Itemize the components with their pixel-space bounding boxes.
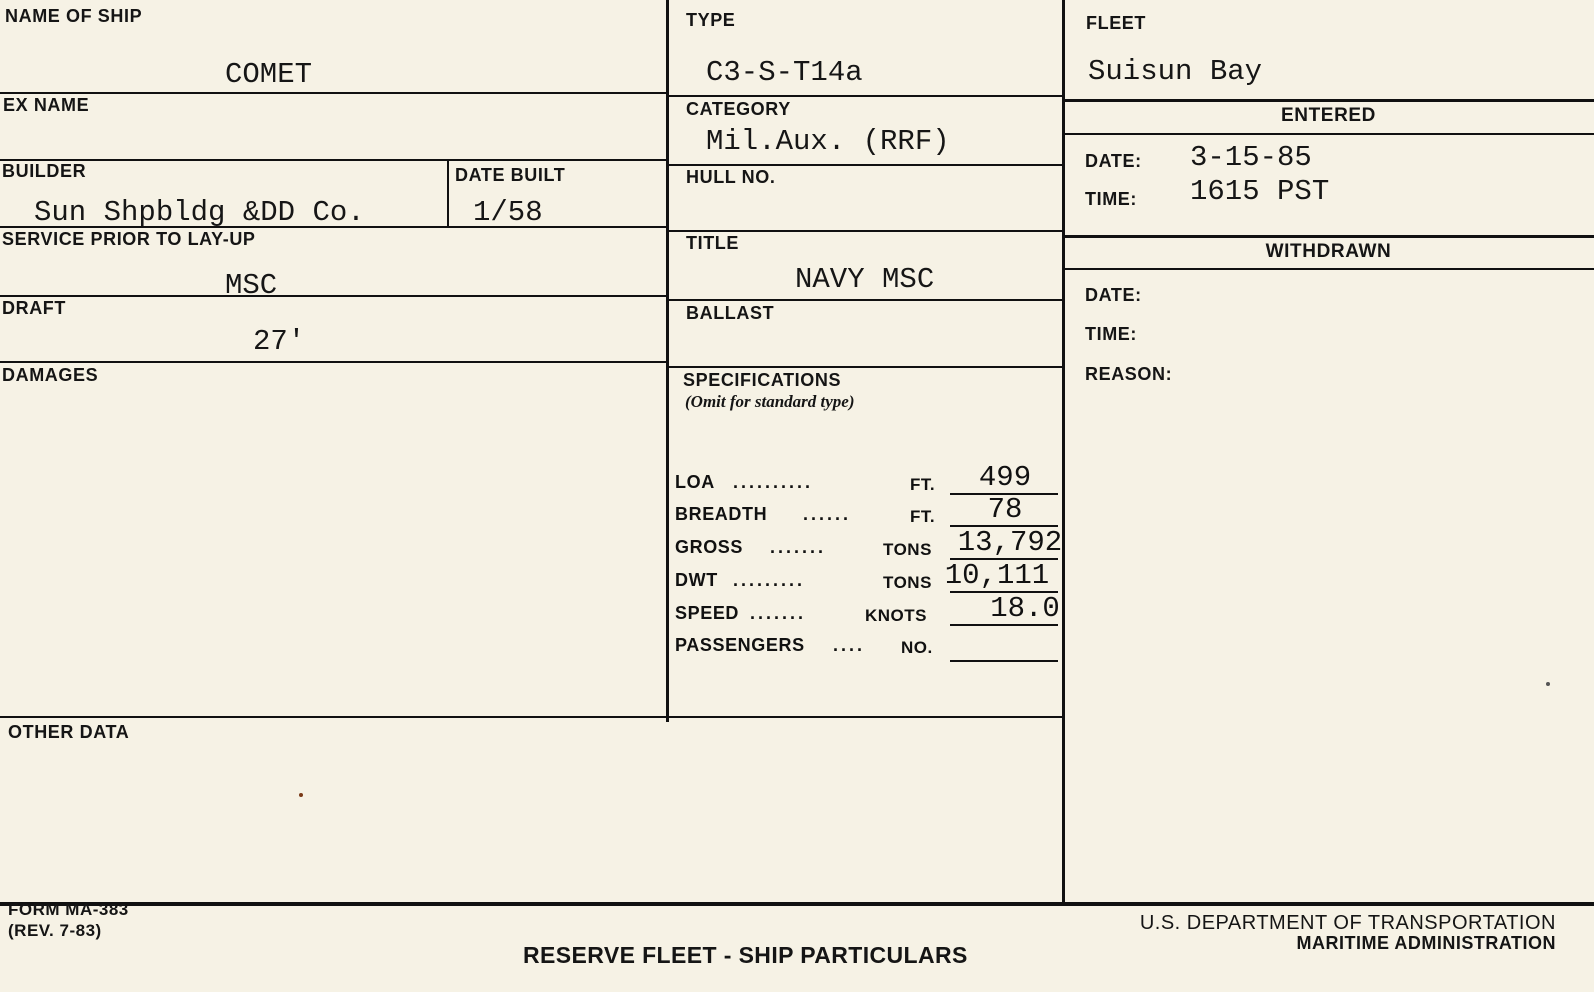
paper-speck: [1546, 682, 1550, 686]
spec-dots: ....: [833, 635, 866, 655]
spec-dots: ..........: [733, 472, 814, 492]
form-prefix: FORM: [8, 900, 66, 919]
category-label: CATEGORY: [686, 99, 791, 119]
ex-name-label: EX NAME: [3, 95, 90, 115]
divider-middle-right: [1062, 0, 1065, 903]
builder-label: BUILDER: [2, 161, 87, 181]
rule-mid-1: [667, 95, 1063, 97]
withdrawn-date-label: DATE:: [1085, 285, 1142, 305]
spec-value: 78: [987, 493, 1023, 526]
rule-mid-4: [667, 299, 1063, 301]
hull-no-label: HULL NO.: [686, 167, 776, 187]
type-label: TYPE: [686, 10, 736, 30]
rule-mid-2: [667, 164, 1063, 166]
withdrawn-header: WITHDRAWN: [1265, 241, 1392, 262]
spec-row-passengers: [675, 628, 1060, 658]
spec-unit: FT.: [910, 507, 936, 526]
category-value: Mil.Aux. (RRF): [706, 125, 950, 158]
rule-right-4: [1063, 268, 1594, 270]
spec-unit: TONS: [883, 540, 932, 559]
paper-speck: [299, 793, 303, 797]
spec-name: LOA: [675, 472, 715, 492]
rule-bottom: [0, 902, 1594, 906]
spec-unit: NO.: [901, 638, 933, 657]
divider-builder-date: [447, 160, 449, 228]
ballast-label: BALLAST: [686, 303, 775, 323]
builder-value: Sun Shpbldg &DD Co.: [34, 196, 365, 229]
rule-left-1: [0, 92, 667, 94]
spec-blank-line: [950, 660, 1058, 662]
administration-name: MARITIME ADMINISTRATION: [1296, 933, 1556, 953]
rule-right-1: [1063, 99, 1594, 102]
spec-dots: .........: [733, 570, 806, 590]
spec-value: 13,792: [957, 526, 1063, 559]
department-name: U.S. DEPARTMENT OF TRANSPORTATION: [1139, 912, 1556, 934]
date-built-label: DATE BUILT: [455, 165, 566, 185]
rule-left-4: [0, 295, 667, 297]
rule-left-2: [0, 159, 667, 161]
spec-name: GROSS: [675, 537, 744, 557]
service-prior-label: SERVICE PRIOR TO LAY-UP: [2, 229, 256, 249]
name-of-ship-label: NAME OF SHIP: [5, 6, 143, 26]
spec-name: SPEED: [675, 603, 740, 623]
rule-right-2: [1063, 133, 1594, 135]
name-of-ship-value: COMET: [225, 58, 313, 91]
entered-header: ENTERED: [1281, 105, 1376, 126]
form-number-value: MA-383: [65, 900, 129, 919]
withdrawn-time-label: TIME:: [1085, 324, 1137, 344]
entered-time-value: 1615 PST: [1190, 175, 1330, 208]
spec-value: 18.0: [990, 592, 1060, 625]
spec-dots: .......: [770, 537, 827, 557]
spec-unit: FT.: [910, 475, 936, 494]
spec-name: PASSENGERS: [675, 635, 805, 655]
fleet-value: Suisun Bay: [1088, 55, 1263, 88]
spec-name: DWT: [675, 570, 718, 590]
withdrawn-reason-label: REASON:: [1085, 364, 1173, 384]
spec-row-gross: [675, 526, 1063, 560]
spec-row-speed: [675, 592, 1060, 626]
specifications-label: SPECIFICATIONS: [683, 370, 842, 390]
other-data-label: OTHER DATA: [8, 722, 130, 742]
spec-unit: KNOTS: [865, 606, 927, 625]
rule-right-3: [1063, 235, 1594, 238]
entered-date-value: 3-15-85: [1190, 141, 1312, 174]
specifications-note: (Omit for standard type): [685, 392, 855, 411]
type-value: C3-S-T14a: [706, 56, 863, 89]
spec-row-loa: [675, 461, 1060, 495]
form-revision: (REV. 7-83): [8, 921, 102, 940]
spec-dots: ......: [803, 504, 852, 524]
spec-value: 499: [978, 461, 1032, 494]
title-value: NAVY MSC: [795, 263, 935, 296]
form-title: RESERVE FLEET - SHIP PARTICULARS: [523, 942, 968, 968]
draft-label: DRAFT: [2, 298, 66, 318]
spec-name: BREADTH: [675, 504, 768, 524]
rule-mid-5: [667, 366, 1063, 368]
spec-row-dwt: [675, 559, 1060, 593]
service-prior-value: MSC: [225, 269, 278, 302]
draft-value: 27': [253, 325, 306, 358]
fleet-label: FLEET: [1086, 13, 1146, 33]
spec-dots: .......: [750, 603, 807, 623]
rule-left-5: [0, 361, 667, 363]
damages-label: DAMAGES: [2, 365, 99, 385]
entered-time-label: TIME:: [1085, 189, 1137, 209]
form-number: [8, 900, 129, 920]
title-label: TITLE: [686, 233, 739, 253]
spec-unit: TONS: [883, 573, 932, 592]
date-built-value: 1/58: [473, 196, 543, 229]
rule-mid-3: [667, 230, 1063, 232]
entered-date-label: DATE:: [1085, 151, 1142, 171]
spec-row-breadth: [675, 493, 1060, 527]
rule-other-data: [0, 716, 1063, 718]
spec-value: 10,111: [944, 559, 1050, 592]
